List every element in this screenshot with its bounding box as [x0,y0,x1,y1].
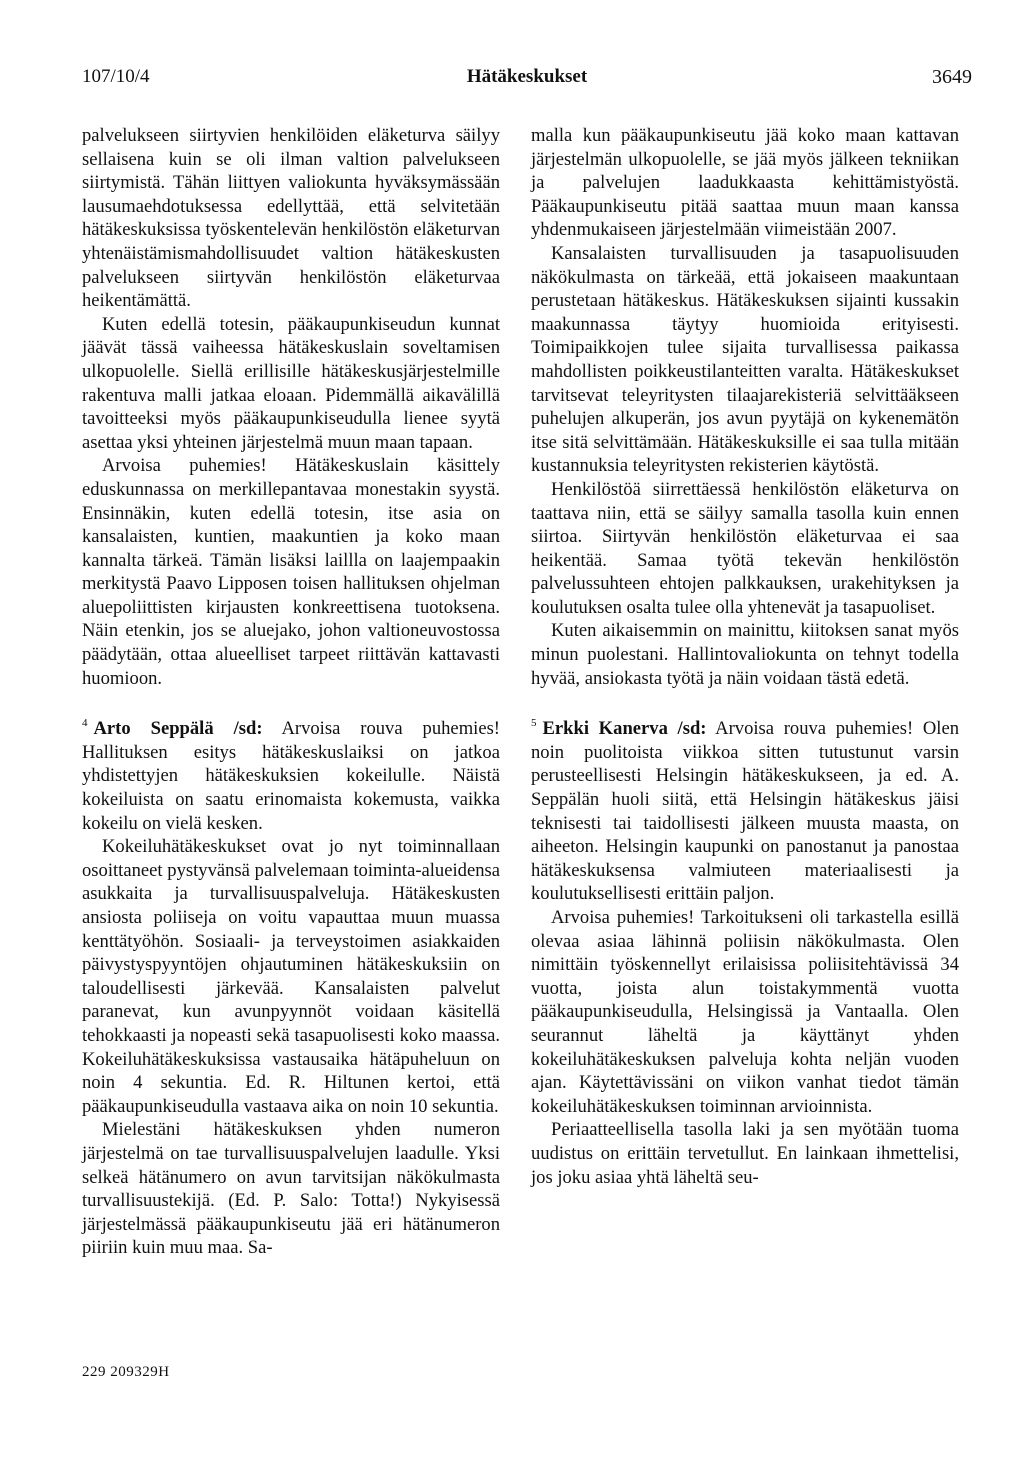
page-number: 3649 [932,66,972,88]
paragraph: Kansalaisten turvallisuuden ja tasapuolisuuden näkökulmasta on tärkeää, että jokaiseen maakuntaan perustetaan hätäkeskus. Hätäkeskuksen sijainti kussakin maakunnassa täytyy huomioida erityisesti. Toimipaikkojen tulee sijaita turvallisessa paikassa mahdollisten poikkeustilanteitten varalta. Hätäkeskukset tarvitsevat teleyritysten tilaajarekisteriä selvittääkseen puhelujen alkuperän, jos avun pyytäjä on kykenemätön itse sitä selvittämään. Hätäkeskuksille ei saa tulla mitään kustannuksia teleyritysten rekisterien käytöstä. [531,242,959,477]
speaker-name: Arto Seppälä /sd: [93,718,263,740]
speaker-name: Erkki Kanerva /sd: [542,718,707,740]
paragraph: Kuten edellä totesin, pääkaupunkiseudun kunnat jäävät tässä vaiheessa hätäkeskuslain soveltamisen ulkopuolelle. Siellä erillisille hätäkeskusjärjestelmille rakentuva malli jatkaa eloaan. Pidemmällä aikavälillä tavoitteeksi myös pääkaupunkiseudulla lienee syytä asettaa yksi yhteinen järjestelmä muun maan tapaan. [82,313,500,453]
right-column [531,124,959,1189]
paragraph: malla kun pääkaupunkiseutu jää koko maan kattavan järjestelmän ulkopuolelle, se jää myös jälkeen tekniikan ja palvelujen laadukkaasta kehittämistyöstä. Pääkaupunkiseutu pitää saattaa muun maan kanssa yhdenmukaiseen järjestelmään viimeistään 2007. [531,125,959,241]
paragraph: Arvoisa puhemies! Hätäkeskuslain käsittely eduskunnassa on merkillepantavaa monestakin syystä. Ensinnäkin, kuten edellä totesin, itse asia on kansalaisten, kuntien, maakuntien ja koko maan kannalta tärkeä. Tämän lisäksi laillla on laajempaakin merkitystä Paavo Lipposen toisen hallituksen ohjelman aluepoliittisten kirjausten konkreettisena tuotoksena. Näin etenkin, jos se aluejako, johon valtioneuvostossa päädytään, ottaa alueelliset tarpeet riittävän kattavasti huomioon. [82,455,500,689]
paragraph: palvelukseen siirtyvien henkilöiden eläketurva säilyy sellaisena kuin se oli ilman valtion palvelukseen siirtymistä. Tähän liittyen valiokunta hyväksymässään lausumaehdotuksessa edellyttää, että selvitetään hätäkeskuksissa työskentelevän henkilöstön eläketurvan yhtenäistämismahdollisuudet valtion hätäkeskusten palvelukseen siirtyvän henkilöstön eläketurvaa heikentämättä. [82,125,500,312]
document-reference: 107/10/4 [82,66,150,87]
speech-number: 4 [82,717,88,730]
left-column [82,124,500,1260]
print-code: 229 209329H [82,1364,170,1380]
page-header [82,66,972,96]
paragraph: Henkilöstöä siirrettäessä henkilöstön eläketurva on taattava niin, että se säilyy samalla tasolla kuin ennen siirtoa. Siirtyvän henkilöstön eläketurvaa ei saa heikentää. Samaa työtä tekevän henkilöstön palvelussuhteen ehtojen palkkauksen, urakehityksen ja koulutuksen osalta tulee olla yhtenevät ja tasapuoliset. [531,478,959,618]
speech-number: 5 [531,717,537,730]
paragraph: Periaatteellisella tasolla laki ja sen myötään tuoma uudistus on erittäin tervetullut. En lainkaan ihmettelisi, jos joku asiaa yhtä läheltä seu- [531,1119,959,1188]
paragraph: Mielestäni hätäkeskuksen yhden numeron järjestelmä on tae turvallisuuspalvelujen laadulle. Yksi selkeä hätänumero on avun tarvitsijan näkökulmasta turvallisuustekijä. (Ed. P. Salo: Totta!) Nykyisessä järjestelmässä pääkaupunkiseutu jää eri hätänumeron piiriin kuin muu maa. Sa- [82,1119,500,1259]
speech-entry [531,712,959,906]
paragraph: Kokeiluhätäkeskukset ovat jo nyt toiminnallaan osoittaneet pystyvänsä palvelemaan toiminta-alueidensa asukkaita ja turvallisuuspalveluja. Hätäkeskusten ansiosta poliiseja on voitu vapauttaa muun muassa kenttätyöhön. Sosiaali- ja terveystoimen asiakkaiden päivystyspyyntöjen ohjautuminen hätäkeskuksiin on taloudellisesti järkevää. Kansalaisten palvelut paranevat, kun avunpyynnöt voidaan käsitellä tehokkaasti ja nopeasti sekä tasapuolisesti koko maassa. Kokeiluhätäkeskuksissa vastausaika hätäpuheluun on noin 4 sekuntia. Ed. R. Hiltunen kertoi, että pääkaupunkiseudulla vastaava aika on noin 10 sekuntia. [82,836,500,1117]
page-title: Hätäkeskukset [466,66,588,87]
speech-text: Arvoisa rouva puhemies! Hallituksen esitys hätäkeskuslaiksi on jatkoa yhdistettyjen hätäkeskuksien kokeilulle. Näistä kokeiluista on saatu erinomaista kokemusta, vaikka kokeilu on vielä kesken. [82,718,500,834]
paragraph: Kuten aikaisemmin on mainittu, kiitoksen sanat myös minun puolestani. Hallintovaliokunta on tehnyt todella hyvää, ansiokasta työtä ja näin voidaan tästä edetä. [531,620,959,689]
speech-text: Arvoisa rouva puhemies! Olen noin puolitoista viikkoa sitten tutustunut varsin perusteellisesti Helsingin hätäkeskukseen, ja ed. A. Seppälän huoli siitä, että Helsingin hätäkeskus jäisi teknisesti tai taidollisesti jälkeen muusta maasta, on aiheeton. Helsingin kaupunki on panostanut ja panostaa hätäkeskuksensa valmiuteen materiaalisesti ja koulutuksellisesti erittäin paljon. [531,718,959,905]
speech-entry [82,712,500,835]
paragraph: Arvoisa puhemies! Tarkoitukseni oli tarkastella esillä olevaa asiaa lähinnä poliisin näkökulmasta. Olen nimittäin työskennellyt erilaisissa poliisitehtävissä 34 vuotta, joista alun toistakymmentä vuotta pääkaupunkiseudulla, Helsingissä ja Vantaalla. Olen seurannut läheltä ja käyttänyt yhden kokeiluhätäkeskuksen palveluja kohta neljän vuoden ajan. Käytettävissäni on viikon vanhat tiedot tämän kokeiluhätäkeskuksen toiminnan arvioinnista. [531,907,959,1117]
